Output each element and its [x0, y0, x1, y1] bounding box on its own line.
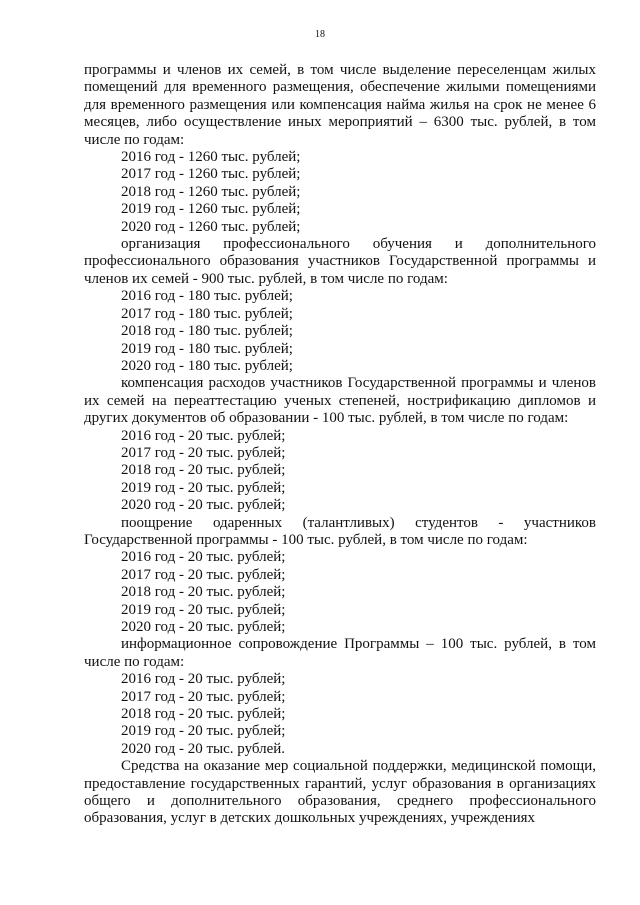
year-amount-line: 2020 год - 1260 тыс. рублей;: [121, 218, 301, 235]
continued-paragraph: программы и членов их семей, в том числе выделение переселенцам жилых помещений для временного размещения, обеспечение жилыми помещениями для временного размещения или компенсация найма жилья на срок не менее 6 месяцев, либо осуществление иных мероприятий – 6300 тыс. рублей, в том числе по годам:: [84, 62, 596, 148]
body-paragraph: организация профессионального обучения и дополнительного профессионального образования участников Государственной программы и членов их семей - 900 тыс. рублей, в том числе по годам:: [84, 236, 596, 287]
year-amount-line: 2020 год - 180 тыс. рублей;: [121, 357, 293, 374]
year-amount-line: 2018 год - 20 тыс. рублей;: [121, 584, 286, 601]
year-amount-line: 2019 год - 20 тыс. рублей;: [121, 601, 286, 618]
year-amount-line: 2020 год - 20 тыс. рублей.: [121, 740, 286, 757]
year-amount-line: 2019 год - 1260 тыс. рублей;: [121, 201, 301, 218]
year-amount-line: 2020 год - 20 тыс. рублей;: [121, 497, 286, 514]
year-amount-line: 2016 год - 20 тыс. рублей;: [121, 671, 286, 688]
year-amount-line: 2019 год - 20 тыс. рублей;: [121, 723, 286, 740]
body-paragraph: информационное сопровождение Программы – 100 тыс. рублей, в том числе по годам:: [84, 636, 596, 670]
year-amount-line: 2018 год - 20 тыс. рублей;: [121, 462, 286, 479]
body-paragraph: компенсация расходов участников Государственной программы и членов их семей на переаттестацию ученых степеней, нострификацию дипломов и других документов об образовании - 100 тыс. рублей, в том числе по годам:: [84, 375, 596, 427]
year-amount-line: 2017 год - 20 тыс. рублей;: [121, 444, 286, 461]
body-paragraph: Средства на оказание мер социальной поддержки, медицинской помощи, предоставление государственных гарантий, услуг образования в организациях общего и дополнительного образования, среднего профессионального образования, услуг в детских дошкольных учреждениях, учреждениях: [84, 758, 596, 827]
year-amount-line: 2018 год - 20 тыс. рублей;: [121, 706, 286, 723]
page-number: 18: [315, 29, 325, 40]
year-amount-line: 2017 год - 1260 тыс. рублей;: [121, 166, 301, 183]
document-body: [84, 62, 596, 828]
year-amount-line: 2017 год - 180 тыс. рублей;: [121, 305, 293, 322]
year-amount-line: 2019 год - 180 тыс. рублей;: [121, 340, 293, 357]
year-amount-line: 2016 год - 1260 тыс. рублей;: [121, 149, 301, 166]
year-amount-line: 2016 год - 20 тыс. рублей;: [121, 427, 286, 444]
year-amount-line: 2019 год - 20 тыс. рублей;: [121, 479, 286, 496]
year-amount-line: 2018 год - 180 тыс. рублей;: [121, 323, 293, 340]
year-amount-line: 2016 год - 20 тыс. рублей;: [121, 549, 286, 566]
year-amount-line: 2020 год - 20 тыс. рублей;: [121, 619, 286, 635]
year-amount-line: 2017 год - 20 тыс. рублей;: [121, 688, 286, 705]
year-amount-line: 2016 год - 180 тыс. рублей;: [121, 288, 293, 305]
year-amount-line: 2017 год - 20 тыс. рублей;: [121, 566, 286, 583]
year-amount-line: 2018 год - 1260 тыс. рублей;: [121, 183, 301, 200]
body-paragraph: поощрение одаренных (талантливых) студентов - участников Государственной программы - 100 тыс. рублей, в том числе по годам:: [84, 514, 596, 548]
